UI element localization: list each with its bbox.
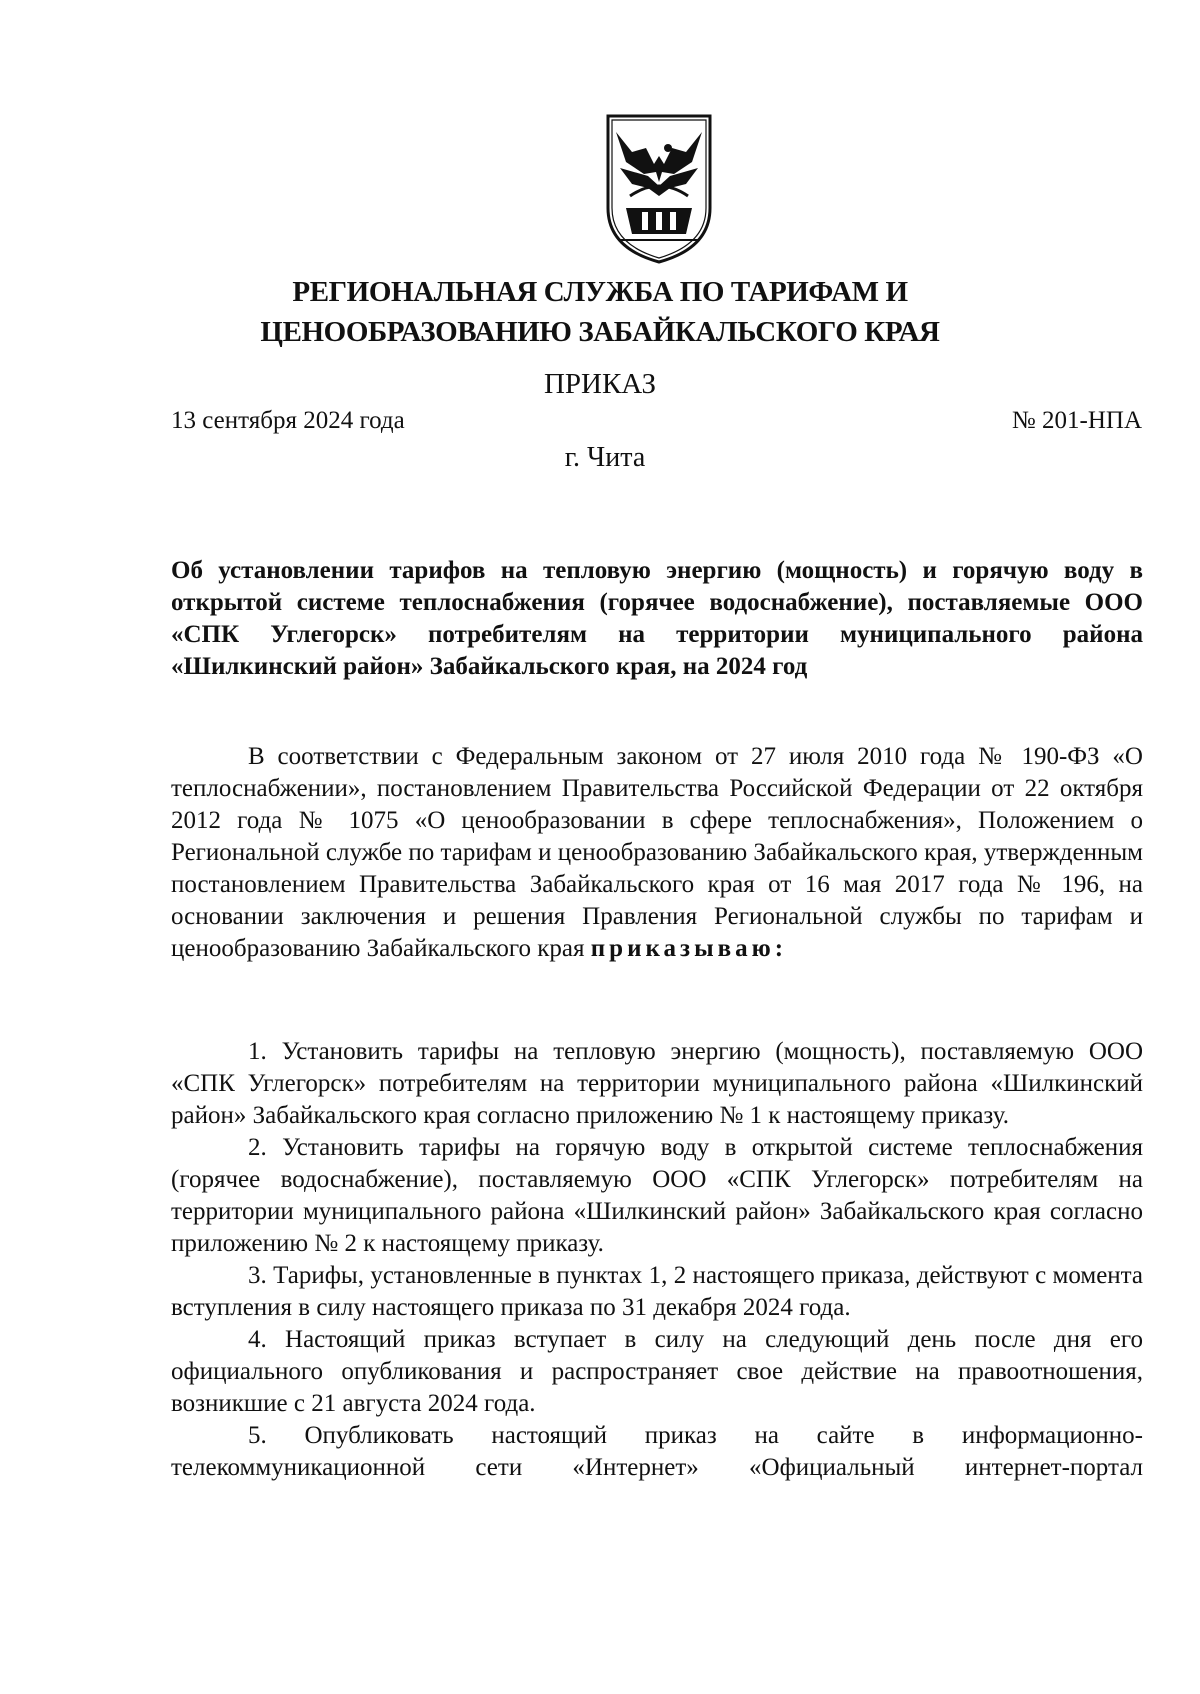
order-item-3: 3. Тарифы, установленные в пунктах 1, 2 настоящего приказа, действуют с момента вступления в силу настоящего приказа по 31 декабря 2024 года.	[171, 1262, 1143, 1321]
order-item-4: 4. Настоящий приказ вступает в силу на следующий день после дня его официального опубликования и распространяет свое действие на правоотношения, возникшие с 21 августа 2024 года.	[171, 1326, 1143, 1417]
order-item-5: 5. Опубликовать настоящий приказ на сайте в информационно-телекоммуникационной сети «Интернет» «Официальный интернет-портал	[171, 1422, 1143, 1481]
organization-name-line-1: РЕГИОНАЛЬНАЯ СЛУЖБА ПО ТАРИФАМ И	[292, 276, 908, 308]
document-subject: Об установлении тарифов на тепловую энергию (мощность) и горячую воду в открытой системе теплоснабжения (горячее водоснабжение), поставляемые ООО «СПК Углегорск» потребителям на территории муниципального района «Шилкинский район» Забайкальского края, на 2024 год	[171, 557, 1143, 680]
document-number: № 201-НПА	[1011, 407, 1142, 434]
preamble	[171, 741, 1143, 965]
document-type: ПРИКАЗ	[543, 368, 657, 400]
document-city: г. Чита	[564, 442, 646, 473]
order-items	[171, 1036, 1143, 1484]
document-date: 13 сентября 2024 года	[171, 407, 405, 434]
organization-name-line-2: ЦЕНООБРАЗОВАНИЮ ЗАБАЙКАЛЬСКОГО КРАЯ	[260, 316, 940, 348]
coat-of-arms-icon	[602, 112, 716, 264]
order-item-2: 2. Установить тарифы на горячую воду в открытой системе теплоснабжения (горячее водоснабжение), поставляемую ООО «СПК Углегорск» потребителям на территории муниципального района «Шилкинский район» Забайкальского края согласно приложению № 2 к настоящему приказу.	[171, 1134, 1143, 1257]
preamble-text: В соответствии с Федеральным законом от 27 июля 2010 года № 190-ФЗ «О теплоснабжении», постановлением Правительства Российской Федерации от 22 октября 2012 года № 1075 «О ценообразовании в сфере теплоснабжения», Положением о Региональной службе по тарифам и ценообразованию Забайкальского края, утвержденным постановлением Правительства Забайкальского края от 16 мая 2017 года № 196, на основании заключения и решения Правления Региональной службы по тарифам и ценообразованию Забайкальского края	[171, 743, 1143, 962]
directive-word: приказываю:	[590, 935, 788, 962]
order-item-1: 1. Установить тарифы на тепловую энергию (мощность), поставляемую ООО «СПК Углегорск» потребителям на территории муниципального района «Шилкинский район» Забайкальского края согласно приложению № 1 к настоящему приказу.	[171, 1038, 1143, 1129]
